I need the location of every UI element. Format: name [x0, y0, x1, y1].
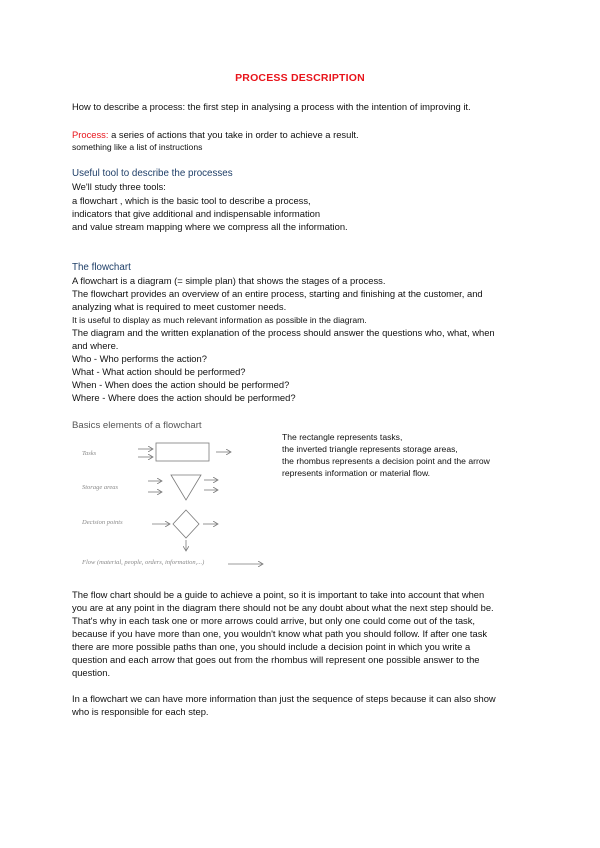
useful-tool-line: We'll study three tools:	[72, 181, 166, 192]
process-term: Process:	[72, 129, 109, 140]
guide-paragraph-line: there are more possible paths than one, you should include a decision point in which you write a	[72, 641, 471, 652]
flowchart-symbols-diagram	[78, 440, 278, 570]
flowchart-question-what: What - What action should be performed?	[72, 366, 246, 377]
guide-paragraph-line: question.	[72, 667, 111, 678]
flowchart-line: and where.	[72, 340, 119, 351]
diagram-label-tasks: Tasks	[82, 450, 97, 457]
storage-triangle-icon	[171, 475, 201, 500]
process-note: something like a list of instructions	[72, 142, 203, 152]
decision-rhombus-icon	[173, 510, 199, 538]
flowchart-question-when: When - When does the action should be performed?	[72, 379, 290, 390]
guide-paragraph-line: because if you have more than one, you wouldn't know what path you should follow. If after one task	[72, 628, 488, 639]
diagram-label-decision: Decision points	[82, 519, 123, 526]
flowchart-line: It is useful to display as much relevant information as possible in the diagram.	[72, 315, 367, 325]
guide-paragraph-line: That's why in each task one or more arrows could arrive, but only one could come out of the task,	[72, 615, 476, 626]
guide-paragraph-line: question and each arrow that goes out from the rhombus will represent one possible answer to the	[72, 654, 480, 665]
diagram-label-flow: Flow (material, people, orders, information,...)	[82, 559, 205, 566]
flowchart-line: The flowchart provides an overview of an entire process, starting and finishing at the customer, and	[72, 288, 483, 299]
useful-tool-line: a flowchart , which is the basic tool to describe a process,	[72, 195, 311, 206]
flowchart-line: analyzing what is required to meet customer needs.	[72, 301, 287, 312]
guide-paragraph-line: The flow chart should be a guide to achieve a point, so it is important to take into account that when	[72, 589, 485, 600]
flowchart-heading: The flowchart	[72, 262, 131, 273]
useful-tool-line: and value stream mapping where we compress all the information.	[72, 221, 348, 232]
symbol-description-line: the rhombus represents a decision point and the arrow	[282, 456, 490, 466]
flowchart-line: A flowchart is a diagram (= simple plan) that shows the stages of a process.	[72, 275, 386, 286]
guide-paragraph-line: you are at any point in the diagram there should not be any doubt about what the next step should be.	[72, 602, 494, 613]
closing-paragraph-line: who is responsible for each step.	[72, 706, 209, 717]
symbol-description-line: the inverted triangle represents storage areas,	[282, 444, 458, 454]
flowchart-question-where: Where - Where does the action should be performed?	[72, 392, 296, 403]
useful-tool-line: indicators that give additional and indispensable information	[72, 208, 321, 219]
diagram-label-storage: Storage areas	[82, 484, 119, 491]
flowchart-line: The diagram and the written explanation of the process should answer the questions who, what, when	[72, 327, 495, 338]
page-title: PROCESS DESCRIPTION	[235, 72, 365, 84]
closing-paragraph-line: In a flowchart we can have more information than just the sequence of steps because it can also show	[72, 693, 496, 704]
symbol-description-line: represents information or material flow.	[282, 468, 431, 478]
process-definition-text: a series of actions that you take in order to achieve a result.	[108, 129, 359, 140]
basics-heading: Basics elements of a flowchart	[72, 420, 202, 431]
intro-text: How to describe a process: the first step in analysing a process with the intention of improving it.	[72, 101, 471, 112]
useful-tool-heading: Useful tool to describe the processes	[72, 168, 233, 179]
task-rectangle-icon	[156, 443, 209, 461]
process-definition	[72, 129, 359, 141]
flowchart-question-who: Who - Who performs the action?	[72, 353, 207, 364]
symbol-description-line: The rectangle represents tasks,	[282, 432, 403, 442]
